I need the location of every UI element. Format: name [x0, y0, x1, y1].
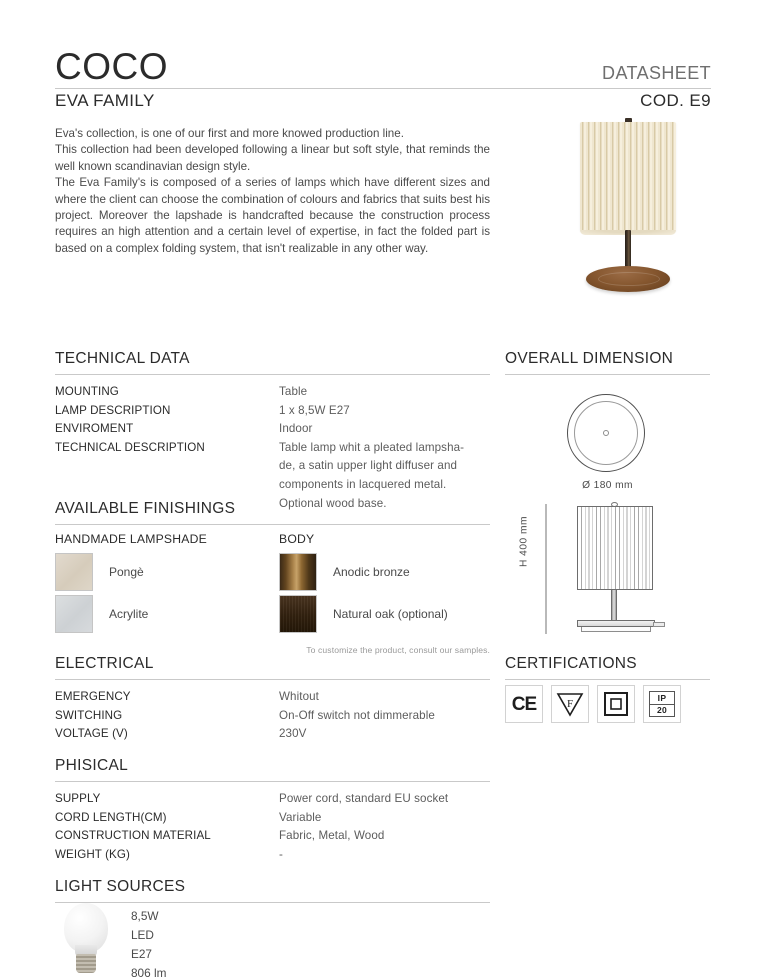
table-row: [55, 688, 490, 707]
light-source-type: LED: [131, 928, 154, 942]
product-code: COD. E9: [640, 91, 711, 110]
elevation-base: [577, 620, 655, 627]
spec-value: -: [279, 847, 283, 861]
light-source-entry: [55, 903, 166, 978]
finishing-label: Anodic bronze: [333, 565, 410, 579]
section-heading-technical-data: TECHNICAL DATA: [55, 350, 490, 375]
header-divider: [55, 88, 711, 89]
light-bulb-icon: [55, 903, 117, 975]
spec-value: Power cord, standard EU socket: [279, 792, 449, 805]
f-triangle-mark-icon: [551, 685, 589, 723]
section-heading-available-finishings: AVAILABLE FINISHINGS: [55, 500, 490, 525]
table-row: [55, 402, 490, 421]
list-item: [279, 593, 479, 635]
header-subtitle-row: [55, 92, 711, 109]
list-item: [55, 593, 255, 635]
spec-label: CORD LENGTH(CM): [55, 810, 167, 824]
spec-label: MOUNTING: [55, 385, 119, 398]
spec-value: 1 x 8,5W E27: [279, 403, 350, 417]
description-row: components in lacquered metal.: [279, 477, 447, 491]
certification-marks: [505, 685, 681, 723]
list-item: [55, 551, 255, 593]
section-heading-overall-dimension: OVERALL DIMENSION: [505, 350, 710, 375]
table-row: [55, 790, 490, 809]
diameter-label: Ø 180 mm: [582, 480, 633, 491]
spec-value: 230V: [279, 727, 307, 741]
section-heading-phisical: PHISICAL: [55, 757, 490, 782]
elevation-stem: [611, 590, 617, 622]
light-source-specs: [131, 903, 166, 978]
ip-rating-mark-icon: [643, 685, 681, 723]
subheading-handmade-lampshade: HANDMADE LAMPSHADE: [55, 532, 207, 546]
ip-rating-prefix: IP: [650, 692, 674, 705]
spec-value: Fabric, Metal, Wood: [279, 829, 385, 843]
table-row: [55, 809, 490, 828]
spec-value: On-Off switch not dimmerable: [279, 708, 435, 722]
height-label: H 400 mm: [518, 516, 530, 567]
spec-value: Whitout: [279, 690, 320, 703]
table-row: [55, 383, 490, 402]
product-photo: [548, 118, 718, 293]
spec-label: SWITCHING: [55, 708, 123, 722]
finishing-label: Acrylite: [109, 607, 149, 621]
light-source-socket: E27: [131, 947, 152, 961]
description-line-2: This collection had been developed following a linear but soft style, that reminds the well known scandinavian design style.: [55, 143, 490, 173]
finishings-footnote: To customize the product, consult our samples.: [306, 645, 490, 655]
light-source-lumens: 806 lm: [131, 966, 167, 978]
section-heading-electrical: ELECTRICAL: [55, 655, 490, 680]
spec-label: CONSTRUCTION MATERIAL: [55, 829, 211, 843]
finishing-label: Pongè: [109, 565, 144, 579]
ce-mark-icon: [505, 685, 543, 723]
spec-label: SUPPLY: [55, 792, 101, 805]
bulb-screw-cap: [76, 954, 96, 973]
finishing-label: Natural oak (optional): [333, 607, 448, 621]
table-row: [55, 846, 490, 865]
swatch-ponge: [55, 553, 93, 591]
table-row: [55, 827, 490, 846]
electrical-table: [55, 688, 490, 744]
drawing-top-view: [505, 392, 710, 491]
phisical-table: [55, 790, 490, 864]
description-line-1: Eva's collection, is one of our first and more knowed production line.: [55, 127, 404, 140]
product-name: COCO: [55, 46, 168, 87]
document-type-label: DATASHEET: [602, 63, 711, 83]
spec-label: ENVIROMENT: [55, 422, 134, 436]
spec-value: Indoor: [279, 422, 313, 436]
photo-pleated-lampshade: [580, 122, 676, 232]
technical-data-table: [55, 383, 490, 513]
swatch-acrylite: [55, 595, 93, 633]
product-description: [55, 126, 490, 257]
list-item: [279, 551, 479, 593]
table-row: [55, 420, 490, 439]
photo-wood-base: [586, 266, 670, 292]
description-row: Optional wood base.: [279, 496, 387, 510]
description-row: de, a satin upper light diffuser and: [279, 459, 458, 473]
light-source-wattage: 8,5W: [131, 909, 159, 923]
ip-rating-value: 20: [656, 705, 668, 715]
svg-text:F: F: [566, 698, 574, 710]
spec-label: TECHNICAL DESCRIPTION: [55, 440, 205, 454]
ip-rating-box: [649, 691, 675, 717]
double-square-glyph: [602, 690, 630, 718]
spec-value: Variable: [279, 810, 322, 824]
spec-label: VOLTAGE (V): [55, 727, 128, 741]
f-triangle-glyph: [555, 690, 585, 718]
swatch-natural-oak: [279, 595, 317, 633]
header-title-row: [55, 48, 711, 85]
description-line-3: The Eva Family's is composed of a series of lamps which have different sizes and where the client can choose the combination of colours and fabrics that suits best his project. Moreover the lapshade is handcrafted because the construction process requires an high attention and a certain level of expertise, in fact the folded part is based on a complex folding system, that isn't realizable in any other way.: [55, 176, 491, 255]
description-row: Table lamp whit a pleated lampsha-: [279, 440, 465, 454]
section-heading-certifications: CERTIFICATIONS: [505, 655, 710, 680]
spec-label: EMERGENCY: [55, 690, 131, 703]
swatch-anodic-bronze: [279, 553, 317, 591]
class-2-double-insulation-mark-icon: [597, 685, 635, 723]
drawing-side-elevation: [505, 500, 710, 638]
finishing-list-body: [279, 551, 479, 635]
table-row: [55, 725, 490, 744]
top-view-circles: [505, 392, 710, 474]
spec-label: LAMP DESCRIPTION: [55, 403, 171, 417]
height-dimension-line: [545, 504, 547, 634]
spec-label: WEIGHT (KG): [55, 847, 130, 861]
finishing-list-lampshade: [55, 551, 255, 635]
elevation-lampshade: [577, 506, 653, 590]
subheading-body: BODY: [279, 532, 315, 546]
ce-mark-label: CE: [511, 693, 537, 715]
elevation-switch: [653, 622, 665, 627]
section-heading-light-sources: LIGHT SOURCES: [55, 878, 490, 903]
product-family: EVA FAMILY: [55, 91, 155, 110]
spec-value: Table: [279, 385, 308, 398]
table-row: [55, 707, 490, 726]
center-dot: [603, 430, 609, 436]
elevation-base-underside: [581, 627, 651, 632]
